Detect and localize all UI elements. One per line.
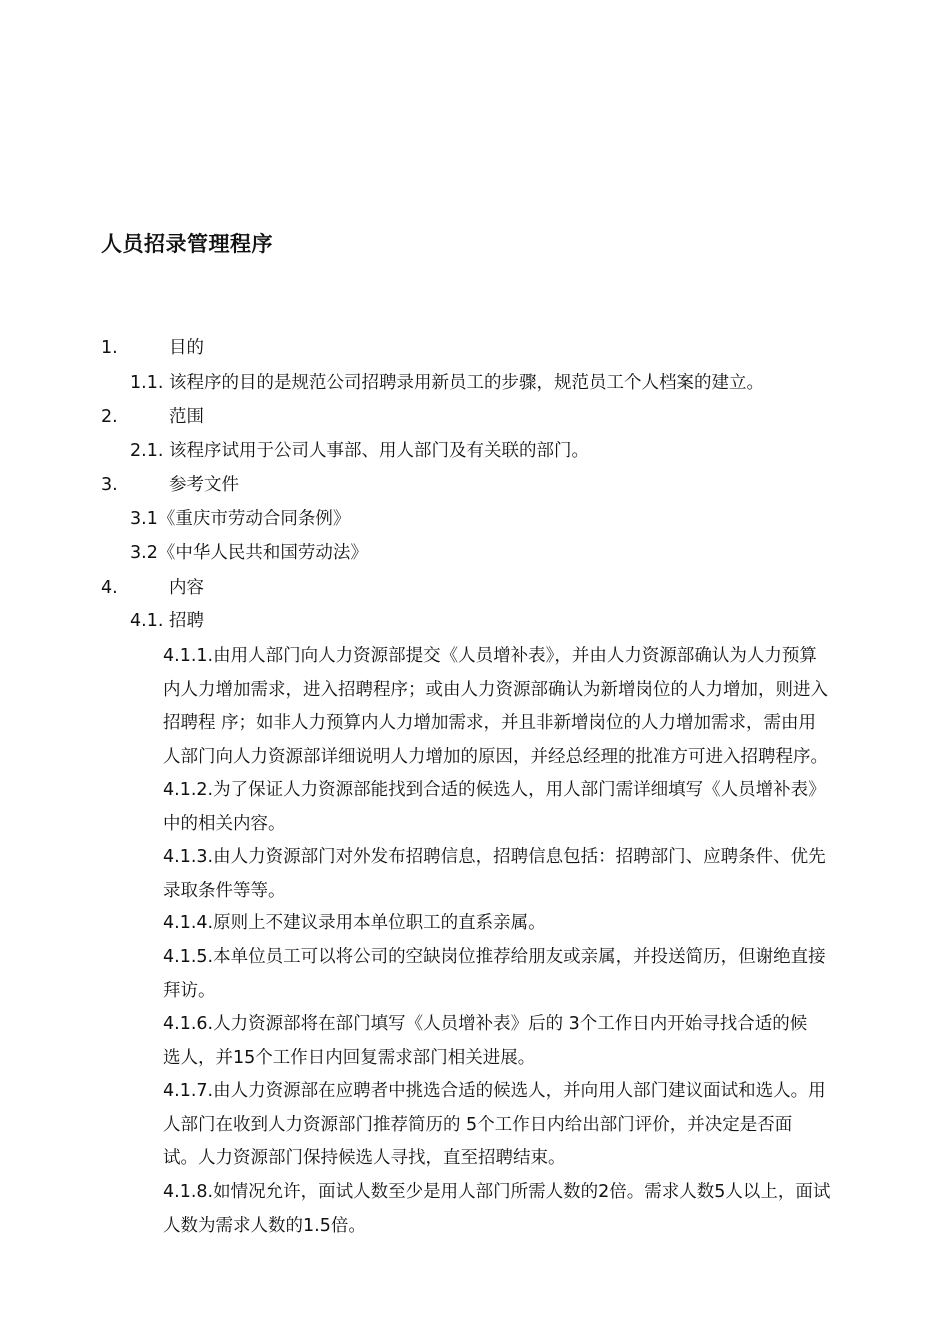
subsection-1-1: 1.1. 该程序的目的是规范公司招聘录用新员工的步骤，规范员工个人档案的建立。 (130, 373, 764, 393)
paragraph-line: 4.1.6.人力资源部将在部门填写《人员增补表》后的 3个工作日内开始寻找合适的候 (163, 1014, 808, 1034)
paragraph-line: 内人力增加需求，进入招聘程序；或由人力资源部确认为新增岗位的人力增加，则进入 (163, 679, 828, 700)
paragraph-4-1-7 (163, 1075, 903, 1176)
paragraph-4-1-3 (163, 841, 903, 908)
document-title: 人员招录管理程序 (101, 232, 273, 256)
paragraph-line: 4.1.5.本单位员工可以将公司的空缺岗位推荐给朋友或亲属，并投送简历，但谢绝直接 (163, 947, 826, 967)
subsection-3-2: 3.2《中华人民共和国劳动法》 (130, 543, 368, 563)
paragraph-4-1-6 (163, 1008, 903, 1075)
paragraph-line: 拜访。 (163, 980, 216, 1001)
section-heading-1 (101, 336, 204, 360)
section-heading-3 (101, 473, 239, 497)
paragraph-line: 人数为需求人数的1.5倍。 (163, 1215, 366, 1236)
subsection-3-1: 3.1《重庆市劳动合同条例》 (130, 509, 351, 529)
section-number: 4. (101, 578, 118, 598)
paragraph-line: 4.1.1.由用人部门向人力资源部提交《人员增补表》，并由人力资源部确认为人力预算 (163, 646, 817, 666)
paragraph-4-1-4 (163, 907, 903, 941)
paragraph-line: 录取条件等等。 (163, 880, 286, 901)
paragraph-4-1-5 (163, 941, 903, 1008)
paragraph-line: 人部门向人力资源部详细说明人力增加的原因，并经总经理的批准方可进入招聘程序。 (163, 746, 828, 767)
paragraph-line: 中的相关内容。 (163, 813, 286, 834)
paragraph-line: 试。人力资源部门保持候选人寻找，直至招聘结束。 (163, 1148, 566, 1169)
subsection-2-1: 2.1. 该程序试用于公司人事部、用人部门及有关联的部门。 (130, 441, 589, 461)
paragraph-line: 4.1.4.原则上不建议录用本单位职工的直系亲属。 (163, 913, 546, 933)
section-number: 3. (101, 475, 118, 495)
paragraph-line: 人部门在收到人力资源部门推荐简历的 5个工作日内给出部门评价，并决定是否面 (163, 1114, 793, 1135)
section-title: 范围 (169, 407, 204, 427)
paragraph-4-1-1 (163, 640, 903, 774)
section-number: 2. (101, 407, 118, 427)
section-heading-2 (101, 405, 204, 429)
paragraph-line: 4.1.8.如情况允许，面试人数至少是用人部门所需人数的2倍。需求人数5人以上，面试 (163, 1182, 831, 1202)
paragraph-line: 4.1.7.由人力资源部在应聘者中挑选合适的候选人，并向用人部门建议面试和选人。用 (163, 1081, 826, 1101)
paragraph-line: 招聘程 序；如非人力预算内人力增加需求，并且非新增岗位的人力增加需求，需由用 (163, 713, 817, 734)
paragraph-line: 选人，并15个工作日内回复需求部门相关进展。 (163, 1047, 536, 1068)
subsection-4-1: 4.1. 招聘 (130, 611, 204, 631)
paragraph-line: 4.1.2.为了保证人力资源部能找到合适的候选人，用人部门需详细填写《人员增补表》 (163, 780, 826, 800)
section-number: 1. (101, 338, 118, 358)
section-heading-4 (101, 576, 204, 600)
paragraph-4-1-2 (163, 774, 903, 841)
section-title: 参考文件 (169, 475, 239, 495)
section-title: 内容 (169, 578, 204, 598)
section-title: 目的 (169, 338, 204, 358)
paragraph-4-1-8 (163, 1176, 903, 1243)
paragraph-line: 4.1.3.由人力资源部门对外发布招聘信息，招聘信息包括：招聘部门、应聘条件、优先 (163, 847, 826, 867)
